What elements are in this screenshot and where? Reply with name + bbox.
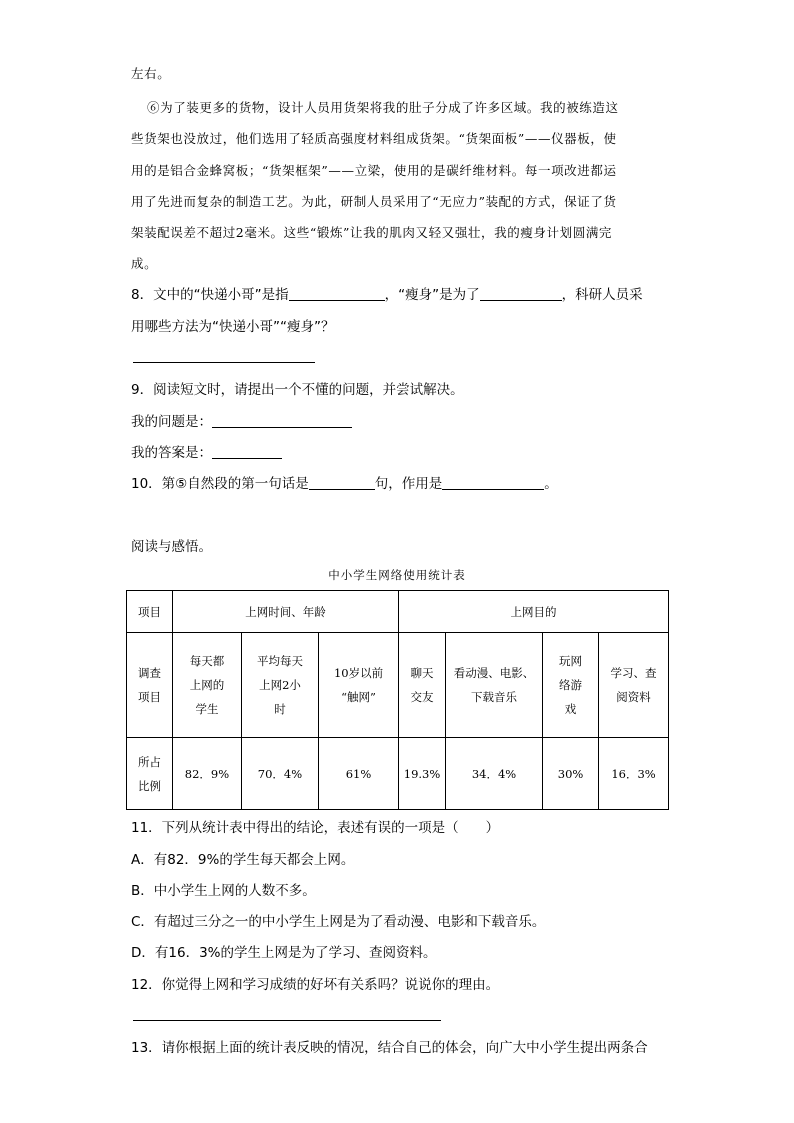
question-10-text: 句，作用是	[374, 476, 443, 492]
table-row-label: 调查 项目	[127, 633, 173, 738]
table-row	[127, 633, 669, 738]
table-cell: 看动漫、电影、 下载音乐	[446, 633, 543, 738]
table-cell: 聊天 交友	[399, 633, 446, 738]
passage-line: 用的是铝合金蜂窝板；“货架框架”——立梁，使用的是碳纤维材料。每一项改进都运	[131, 163, 617, 178]
question-label: 我的问题是：	[131, 414, 212, 430]
answer-blank[interactable]	[212, 413, 352, 428]
answer-blank[interactable]	[442, 475, 544, 490]
table-caption: 中小学生网络使用统计表	[328, 568, 466, 582]
question-10	[131, 474, 671, 494]
answer-label: 我的答案是：	[131, 445, 212, 461]
question-12: 12．你觉得上网和学习成绩的好坏有关系吗？说说你的理由。	[131, 977, 500, 993]
question-10-text: 。	[544, 476, 558, 492]
answer-blank[interactable]	[480, 286, 562, 301]
question-9-question	[131, 412, 671, 432]
question-8-line2: 用哪些方法为“快递小哥”“瘦身”？	[131, 319, 335, 335]
answer-blank[interactable]	[289, 286, 385, 301]
option-d[interactable]: D．有16．3%的学生上网是为了学习、查阅资料。	[131, 945, 437, 961]
table-cell: 平均每天 上网2小 时	[242, 633, 319, 738]
question-8	[131, 285, 671, 305]
table-header-cell: 项目	[127, 591, 173, 633]
table-cell: 学习、查 阅资料	[599, 633, 669, 738]
option-a[interactable]: A．有82．9%的学生每天都会上网。	[131, 852, 355, 868]
table-value: 16．3%	[599, 738, 669, 810]
answer-blank[interactable]	[309, 475, 375, 490]
table-value: 34．4%	[446, 738, 543, 810]
table-cell: 每天都 上网的 学生	[173, 633, 242, 738]
question-9: 9．阅读短文时，请提出一个不懂的问题，并尝试解决。	[131, 382, 464, 398]
question-13: 13．请你根据上面的统计表反映的情况，结合自己的体会，向广大中小学生提出两条合	[131, 1040, 648, 1056]
table-value: 82．9%	[173, 738, 242, 810]
statistics-table	[126, 590, 669, 810]
question-9-answer	[131, 443, 671, 463]
table-value: 19.3%	[399, 738, 446, 810]
option-c[interactable]: C．有超过三分之一的中小学生上网是为了看动漫、电影和下载音乐。	[131, 914, 546, 930]
passage-line: 左右。	[131, 66, 171, 81]
table-cell: 10岁以前 “触网”	[319, 633, 399, 738]
answer-blank[interactable]	[212, 444, 282, 459]
question-10-text: 10．第⑤自然段的第一句话是	[131, 476, 309, 492]
table-group-header: 上网时间、年龄	[173, 591, 399, 633]
table-group-header: 上网目的	[399, 591, 669, 633]
passage-line: 用了先进而复杂的制造工艺。为此，研制人员采用了“无应力”装配的方式，保证了货	[131, 194, 617, 209]
table-row	[127, 738, 669, 810]
passage-line: 些货架也没放过，他们选用了轻质高强度材料组成货架。“货架面板”——仪器板，使	[131, 131, 617, 146]
question-11: 11．下列从统计表中得出的结论，表述有误的一项是（ ）	[131, 820, 500, 836]
answer-line[interactable]	[133, 362, 315, 363]
table-value: 61%	[319, 738, 399, 810]
table-value: 70．4%	[242, 738, 319, 810]
passage-line: ⑥为了装更多的货物，设计人员用货架将我的肚子分成了许多区域。我的被练造这	[147, 100, 619, 115]
passage-line: 成。	[131, 256, 158, 271]
table-row-label: 所占 比例	[127, 738, 173, 810]
question-8-text: 8．文中的“快递小哥”是指	[131, 287, 289, 303]
question-8-text: ，科研人员采	[561, 287, 643, 303]
table-value: 30%	[543, 738, 599, 810]
passage-line: 架装配误差不超过2毫米。这些“锻炼”让我的肌肉又轻又强壮，我的瘦身计划圆满完	[131, 225, 613, 240]
question-8-text: ，“瘦身”是为了	[384, 287, 480, 303]
table-header-row	[127, 591, 669, 633]
answer-line[interactable]	[133, 1020, 441, 1021]
option-b[interactable]: B．中小学生上网的人数不多。	[131, 883, 316, 899]
table-cell: 玩网 络游 戏	[543, 633, 599, 738]
section-title: 阅读与感悟。	[131, 539, 212, 555]
